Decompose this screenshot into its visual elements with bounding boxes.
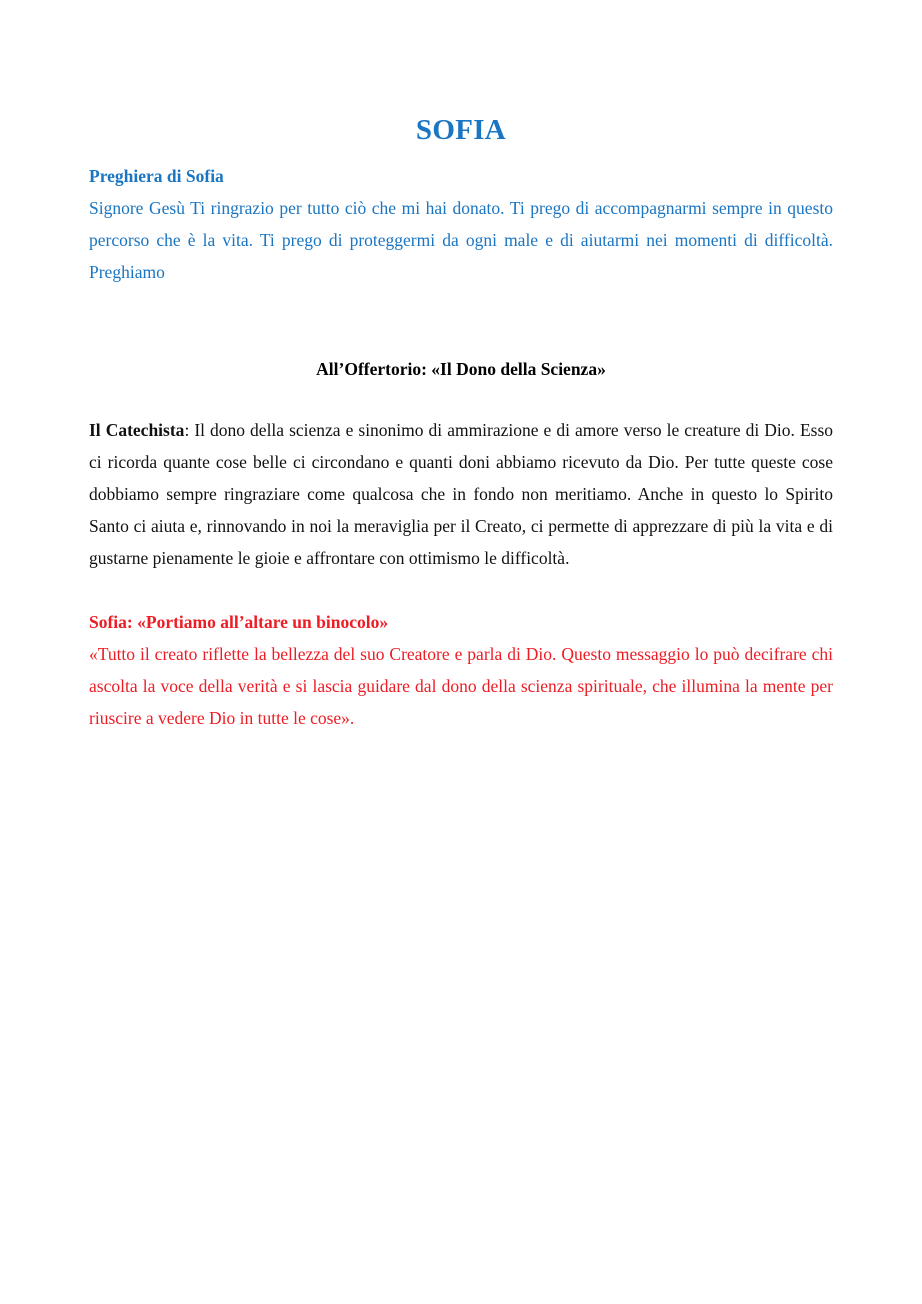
prayer-heading: Preghiera di Sofia <box>89 166 224 186</box>
catechista-paragraph <box>89 414 833 574</box>
catechista-label: Il Catechista <box>89 420 185 440</box>
sofia-section <box>89 606 833 734</box>
catechista-text: : Il dono della scienza e sinonimo di ammirazione e di amore verso le creature di Dio. Esso ci ricorda quante cose belle ci circondano e quanti doni abbiamo ricevuto da Dio. Per tutte queste cose dobbiamo sempre ringraziare come qualcosa che in fondo non meritiamo. Anche in questo lo Spirito Santo ci aiuta e, rinnovando in noi la meraviglia per il Creato, ci permette di apprezzare di più la vita e di gustarne pienamente le gioie e affrontare con ottimismo le difficoltà. <box>89 420 834 568</box>
offertorio-heading: All’Offertorio: «Il Dono della Scienza» <box>316 359 606 379</box>
page-content <box>89 108 833 734</box>
sofia-heading: Sofia: «Portiamo all’altare un binocolo» <box>89 612 389 632</box>
sofia-text: «Tutto il creato riflette la bellezza del suo Creatore e parla di Dio. Questo messaggio lo può decifrare chi ascolta la voce della verità e si lascia guidare dal dono della scienza spirituale, che illumina la mente per riuscire a vedere Dio in tutte le cose». <box>89 644 833 728</box>
prayer-section <box>89 160 833 288</box>
prayer-text: Signore Gesù Ti ringrazio per tutto ciò che mi hai donato. Ti prego di accompagnarmi sempre in questo percorso che è la vita. Ti prego di proteggermi da ogni male e di aiutarmi nei momenti di difficoltà. Preghiamo <box>89 198 833 282</box>
page-title: SOFIA <box>415 114 507 146</box>
